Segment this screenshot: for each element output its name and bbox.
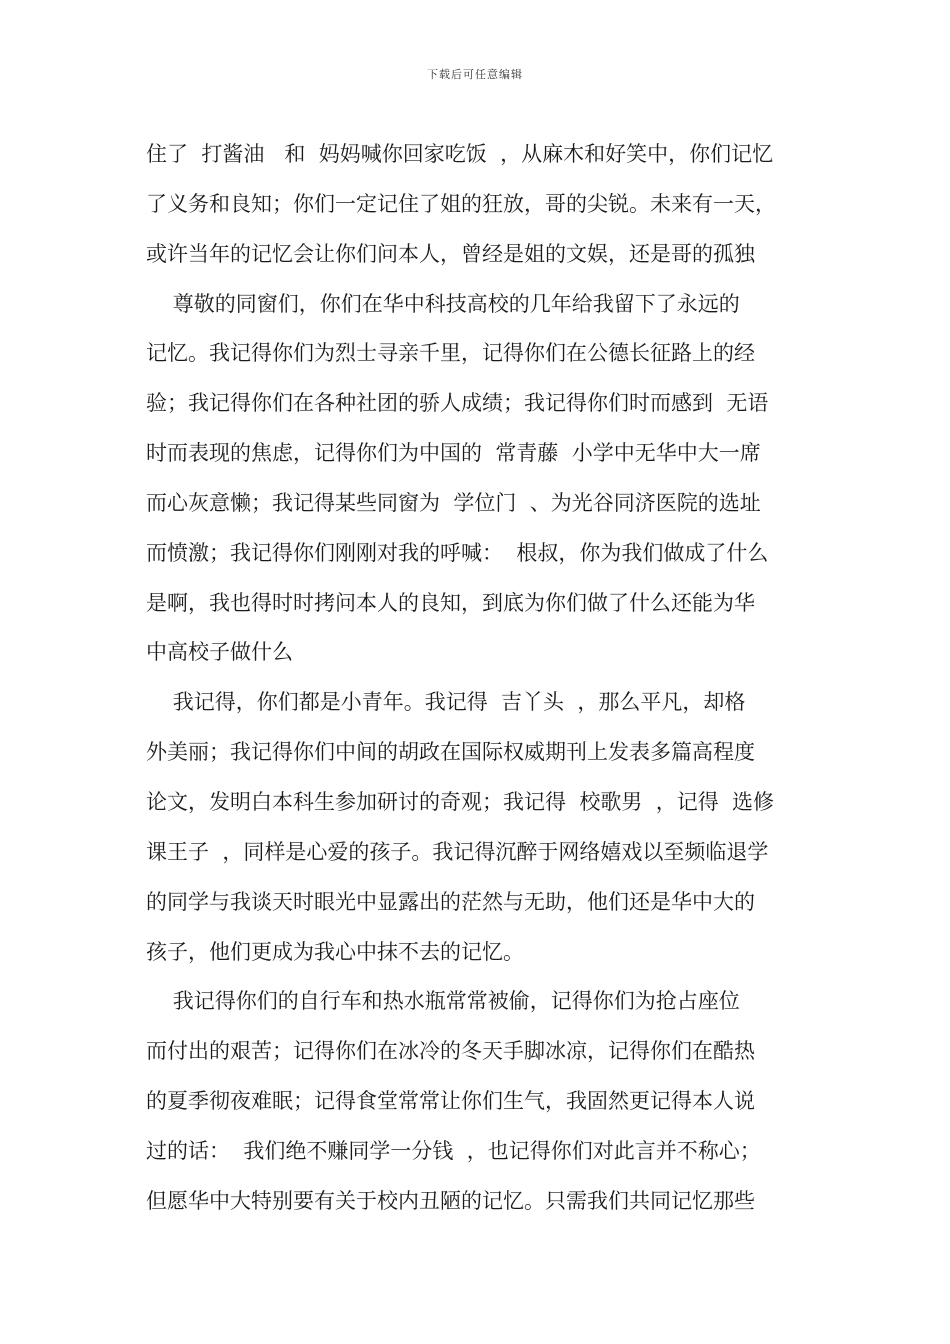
text-line: 了义务和良知；你们一定记住了姐的狂放，哥的尖锐。未来有一天， [146, 191, 776, 216]
document-body [146, 130, 818, 1227]
text-line: 我记得你们的自行车和热水瓶常常被偷，记得你们为抢占座位 [146, 989, 740, 1014]
text-line: 而付出的艰苦；记得你们在冰冷的冬天手脚冰凉，记得你们在酷热 [146, 1039, 755, 1064]
text-line: 课王子 ，同样是心爱的孩子。我记得沉醉于网络嬉戏以至频临退学 [146, 839, 769, 864]
text-line: 而心灰意懒；我记得某些同窗为 学位门 、为光谷同济医院的选址 [146, 490, 761, 515]
text-line: 孩子，他们更成为我心中抹不去的记忆。 [146, 939, 524, 964]
text-line: 但愿华中大特别要有关于校内丑陋的记忆。只需我们共同记忆那些 [146, 1188, 755, 1213]
text-line: 论文，发明白本科生参加研讨的奇观；我记得 校歌男 ，记得 选修 [146, 789, 775, 814]
text-line: 外美丽；我记得你们中间的胡政在国际权威期刊上发表多篇高程度 [146, 740, 755, 765]
text-line: 中高校子做什么 [146, 640, 293, 665]
text-line: 记忆。我记得你们为烈士寻亲千里，记得你们在公德长征路上的经 [146, 341, 755, 366]
text-line: 而愤激；我记得你们刚刚对我的呼喊： 根叔，你为我们做成了什么 [146, 540, 769, 565]
text-line: 是啊，我也得时时拷问本人的良知，到底为你们做了什么还能为华 [146, 590, 755, 615]
text-line: 住了 打酱油 和 妈妈喊你回家吃饭 ，从麻木和好笑中，你们记忆 [146, 142, 774, 166]
text-line: 的同学与我谈天时眼光中显露出的茫然与无助，他们还是华中大的 [146, 889, 755, 914]
text-line: 我记得，你们都是小青年。我记得 吉丫头 ，那么平凡，却格 [146, 690, 746, 715]
text-line: 过的话： 我们绝不赚同学一分钱 ，也记得你们对此言并不称心； [146, 1138, 761, 1163]
text-line: 尊敬的同窗们，你们在华中科技高校的几年给我留下了永远的 [146, 291, 740, 316]
text-line: 或许当年的记忆会让你们问本人，曾经是姐的文娱，还是哥的孤独 [146, 241, 755, 266]
text-line: 时而表现的焦虑，记得你们为中国的 常青藤 小学中无华中大一席 [146, 441, 761, 466]
text-line: 的夏季彻夜难眠；记得食堂常常让你们生气，我固然更记得本人说 [146, 1089, 755, 1114]
page-header: 下载后可任意编辑 [427, 68, 523, 81]
text-line: 验；我记得你们在各种社团的骄人成绩；我记得你们时而感到 无语 [146, 391, 769, 416]
